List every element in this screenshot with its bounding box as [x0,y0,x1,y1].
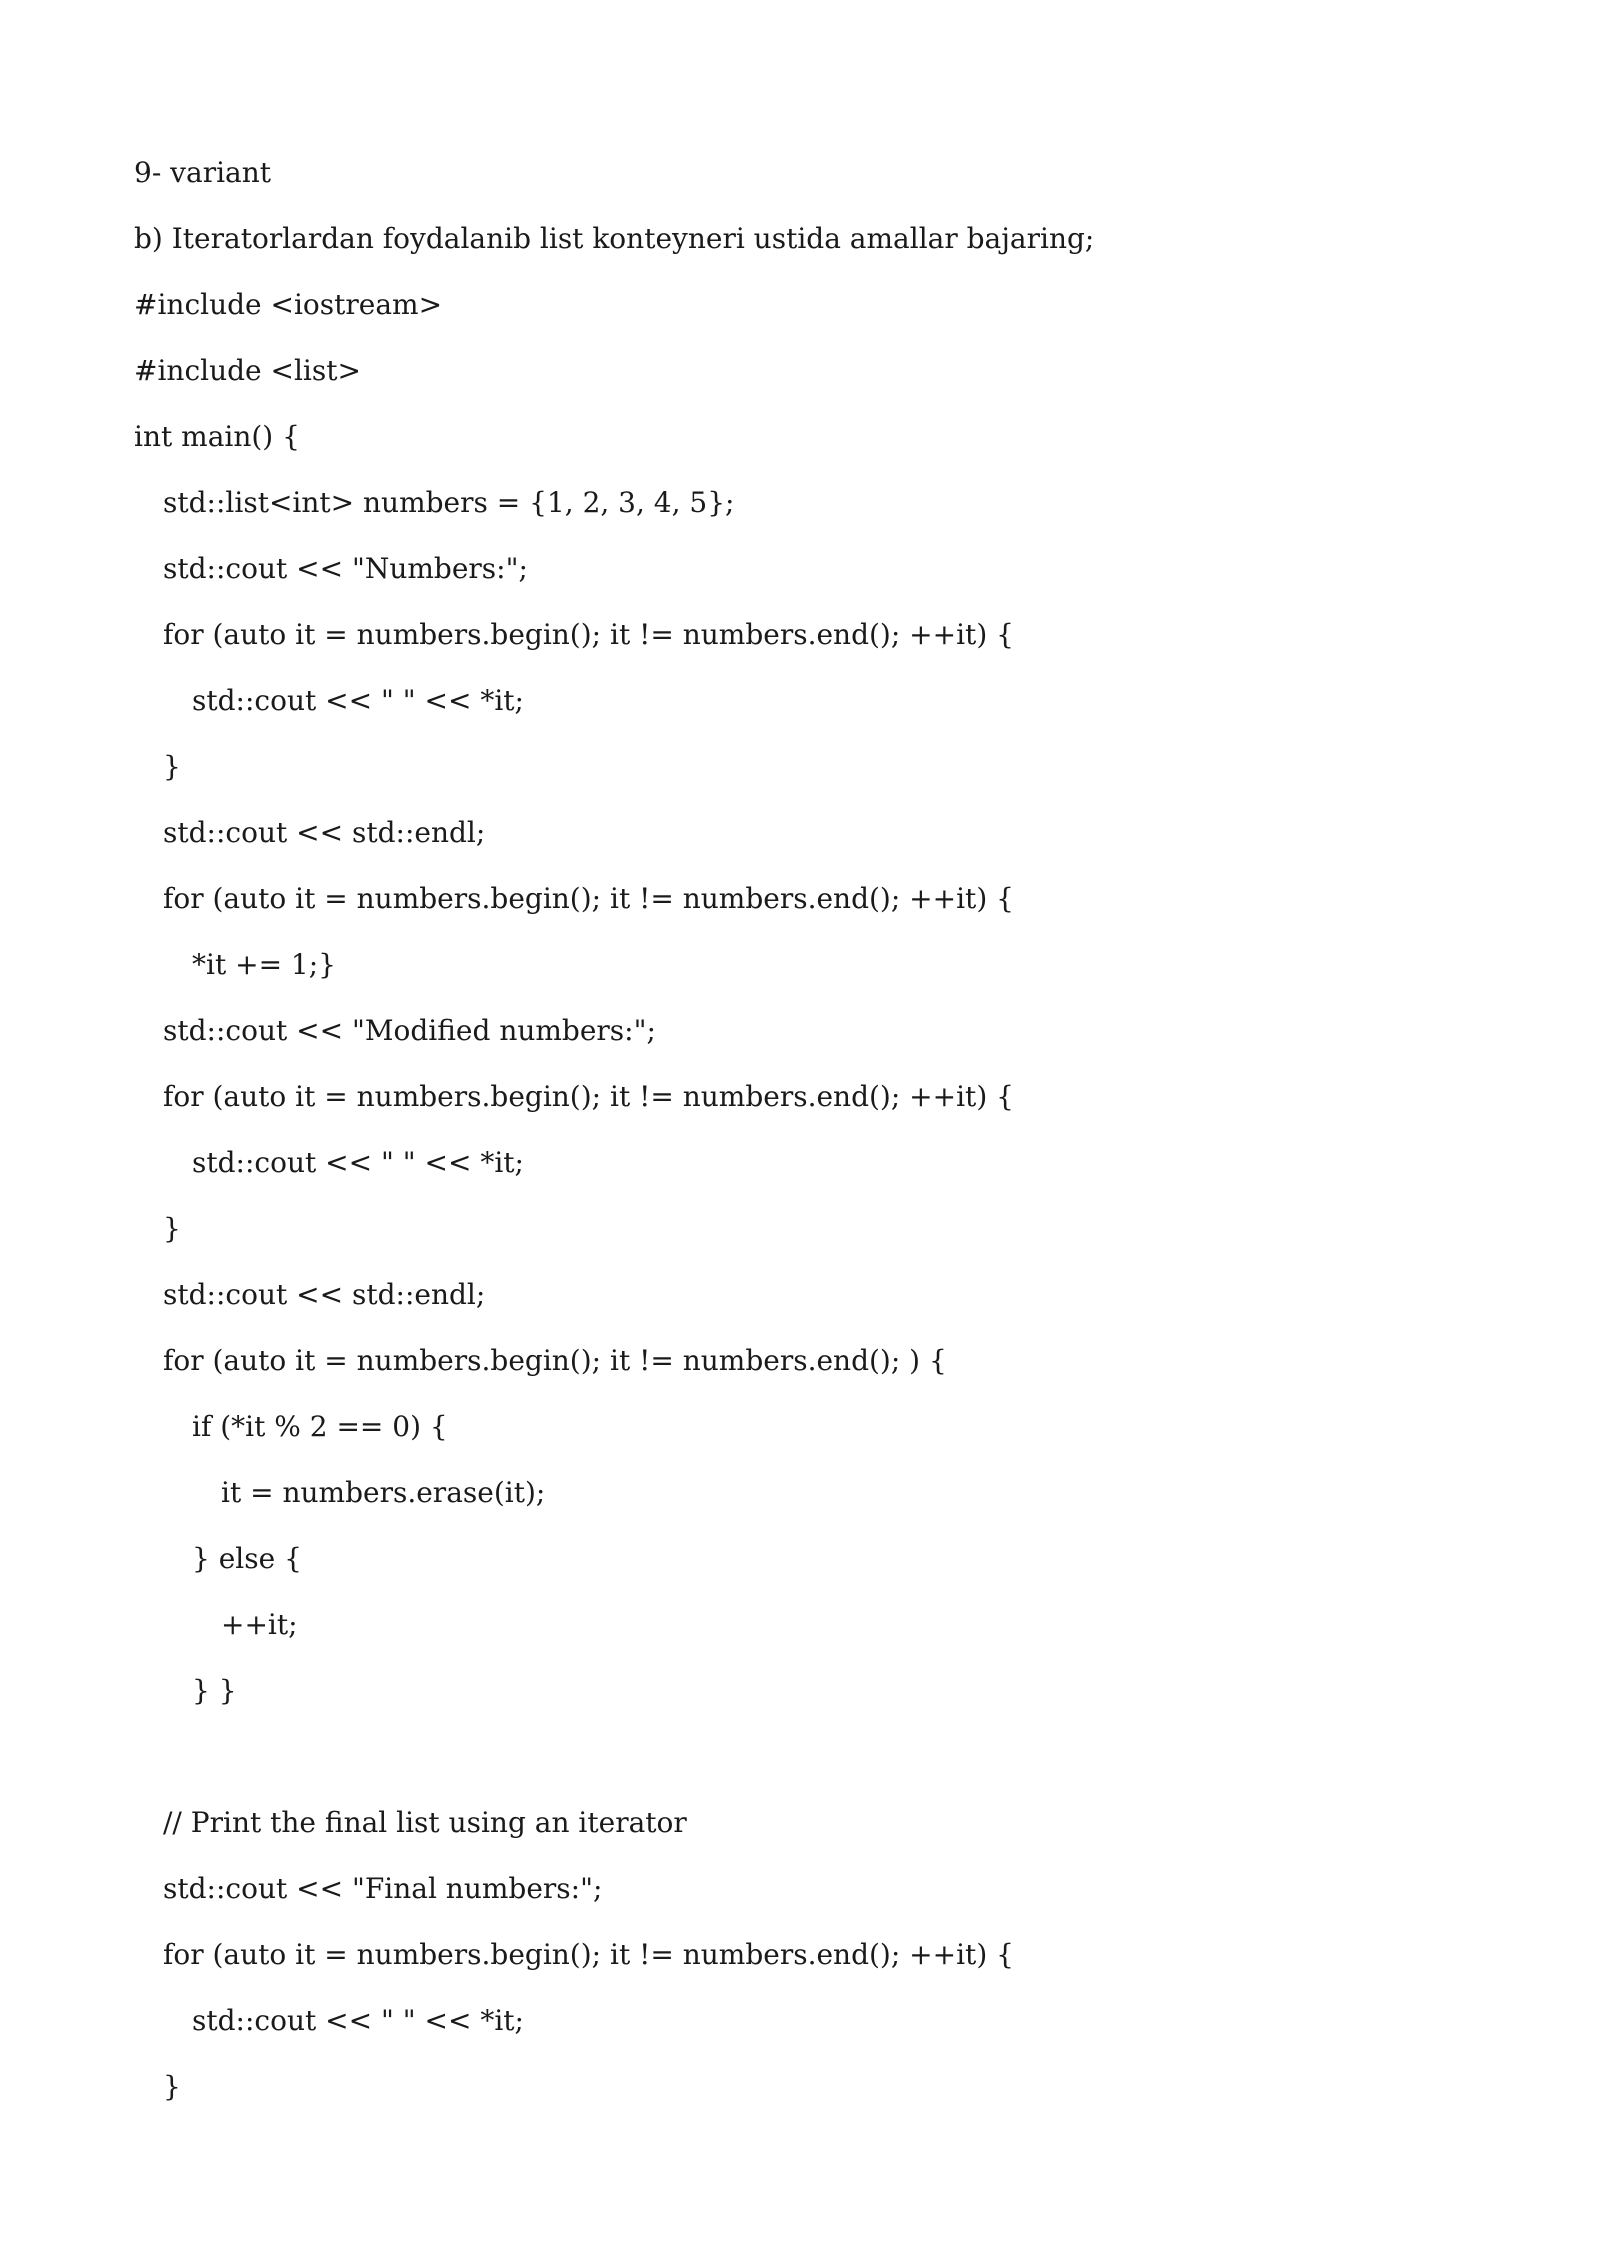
code-line: } else { [192,1542,302,1575]
code-comment: // Print the final list using an iterator [163,1806,687,1839]
code-line: std::list<int> numbers = {1, 2, 3, 4, 5}; [163,486,735,519]
code-line: for (auto it = numbers.begin(); it != numbers.end(); ++it) { [163,618,1014,651]
code-line: std::cout << " " << *it; [192,2004,524,2037]
code-line: it = numbers.erase(it); [221,1476,546,1509]
code-line: ++it; [221,1608,298,1641]
code-line: for (auto it = numbers.begin(); it != numbers.end(); ++it) { [163,882,1014,915]
code-line: std::cout << std::endl; [163,816,486,849]
variant-title: 9- variant [134,156,272,189]
code-line: std::cout << " " << *it; [192,1146,524,1179]
code-line: if (*it % 2 == 0) { [192,1410,448,1443]
code-line: int main() { [134,420,300,453]
code-line: } [163,750,181,783]
code-line: #include <list> [134,354,361,387]
task-description: b) Iteratorlardan foydalanib list konteyneri ustida amallar bajaring; [134,222,1095,255]
code-line: for (auto it = numbers.begin(); it != numbers.end(); ) { [163,1344,947,1377]
document-body [134,148,1464,2128]
code-line: } [163,1212,181,1245]
code-line: } [163,2070,181,2103]
code-line: std::cout << "Numbers:"; [163,552,528,585]
code-line: std::cout << " " << *it; [192,684,524,717]
code-line: std::cout << std::endl; [163,1278,486,1311]
code-line: for (auto it = numbers.begin(); it != numbers.end(); ++it) { [163,1938,1014,1971]
code-line: std::cout << "Modified numbers:"; [163,1014,656,1047]
code-line: #include <iostream> [134,288,443,321]
code-line: } } [192,1674,237,1707]
code-line: for (auto it = numbers.begin(); it != numbers.end(); ++it) { [163,1080,1014,1113]
code-line: std::cout << "Final numbers:"; [163,1872,603,1905]
code-line: *it += 1;} [192,948,336,981]
blank-line [134,1732,1464,1798]
